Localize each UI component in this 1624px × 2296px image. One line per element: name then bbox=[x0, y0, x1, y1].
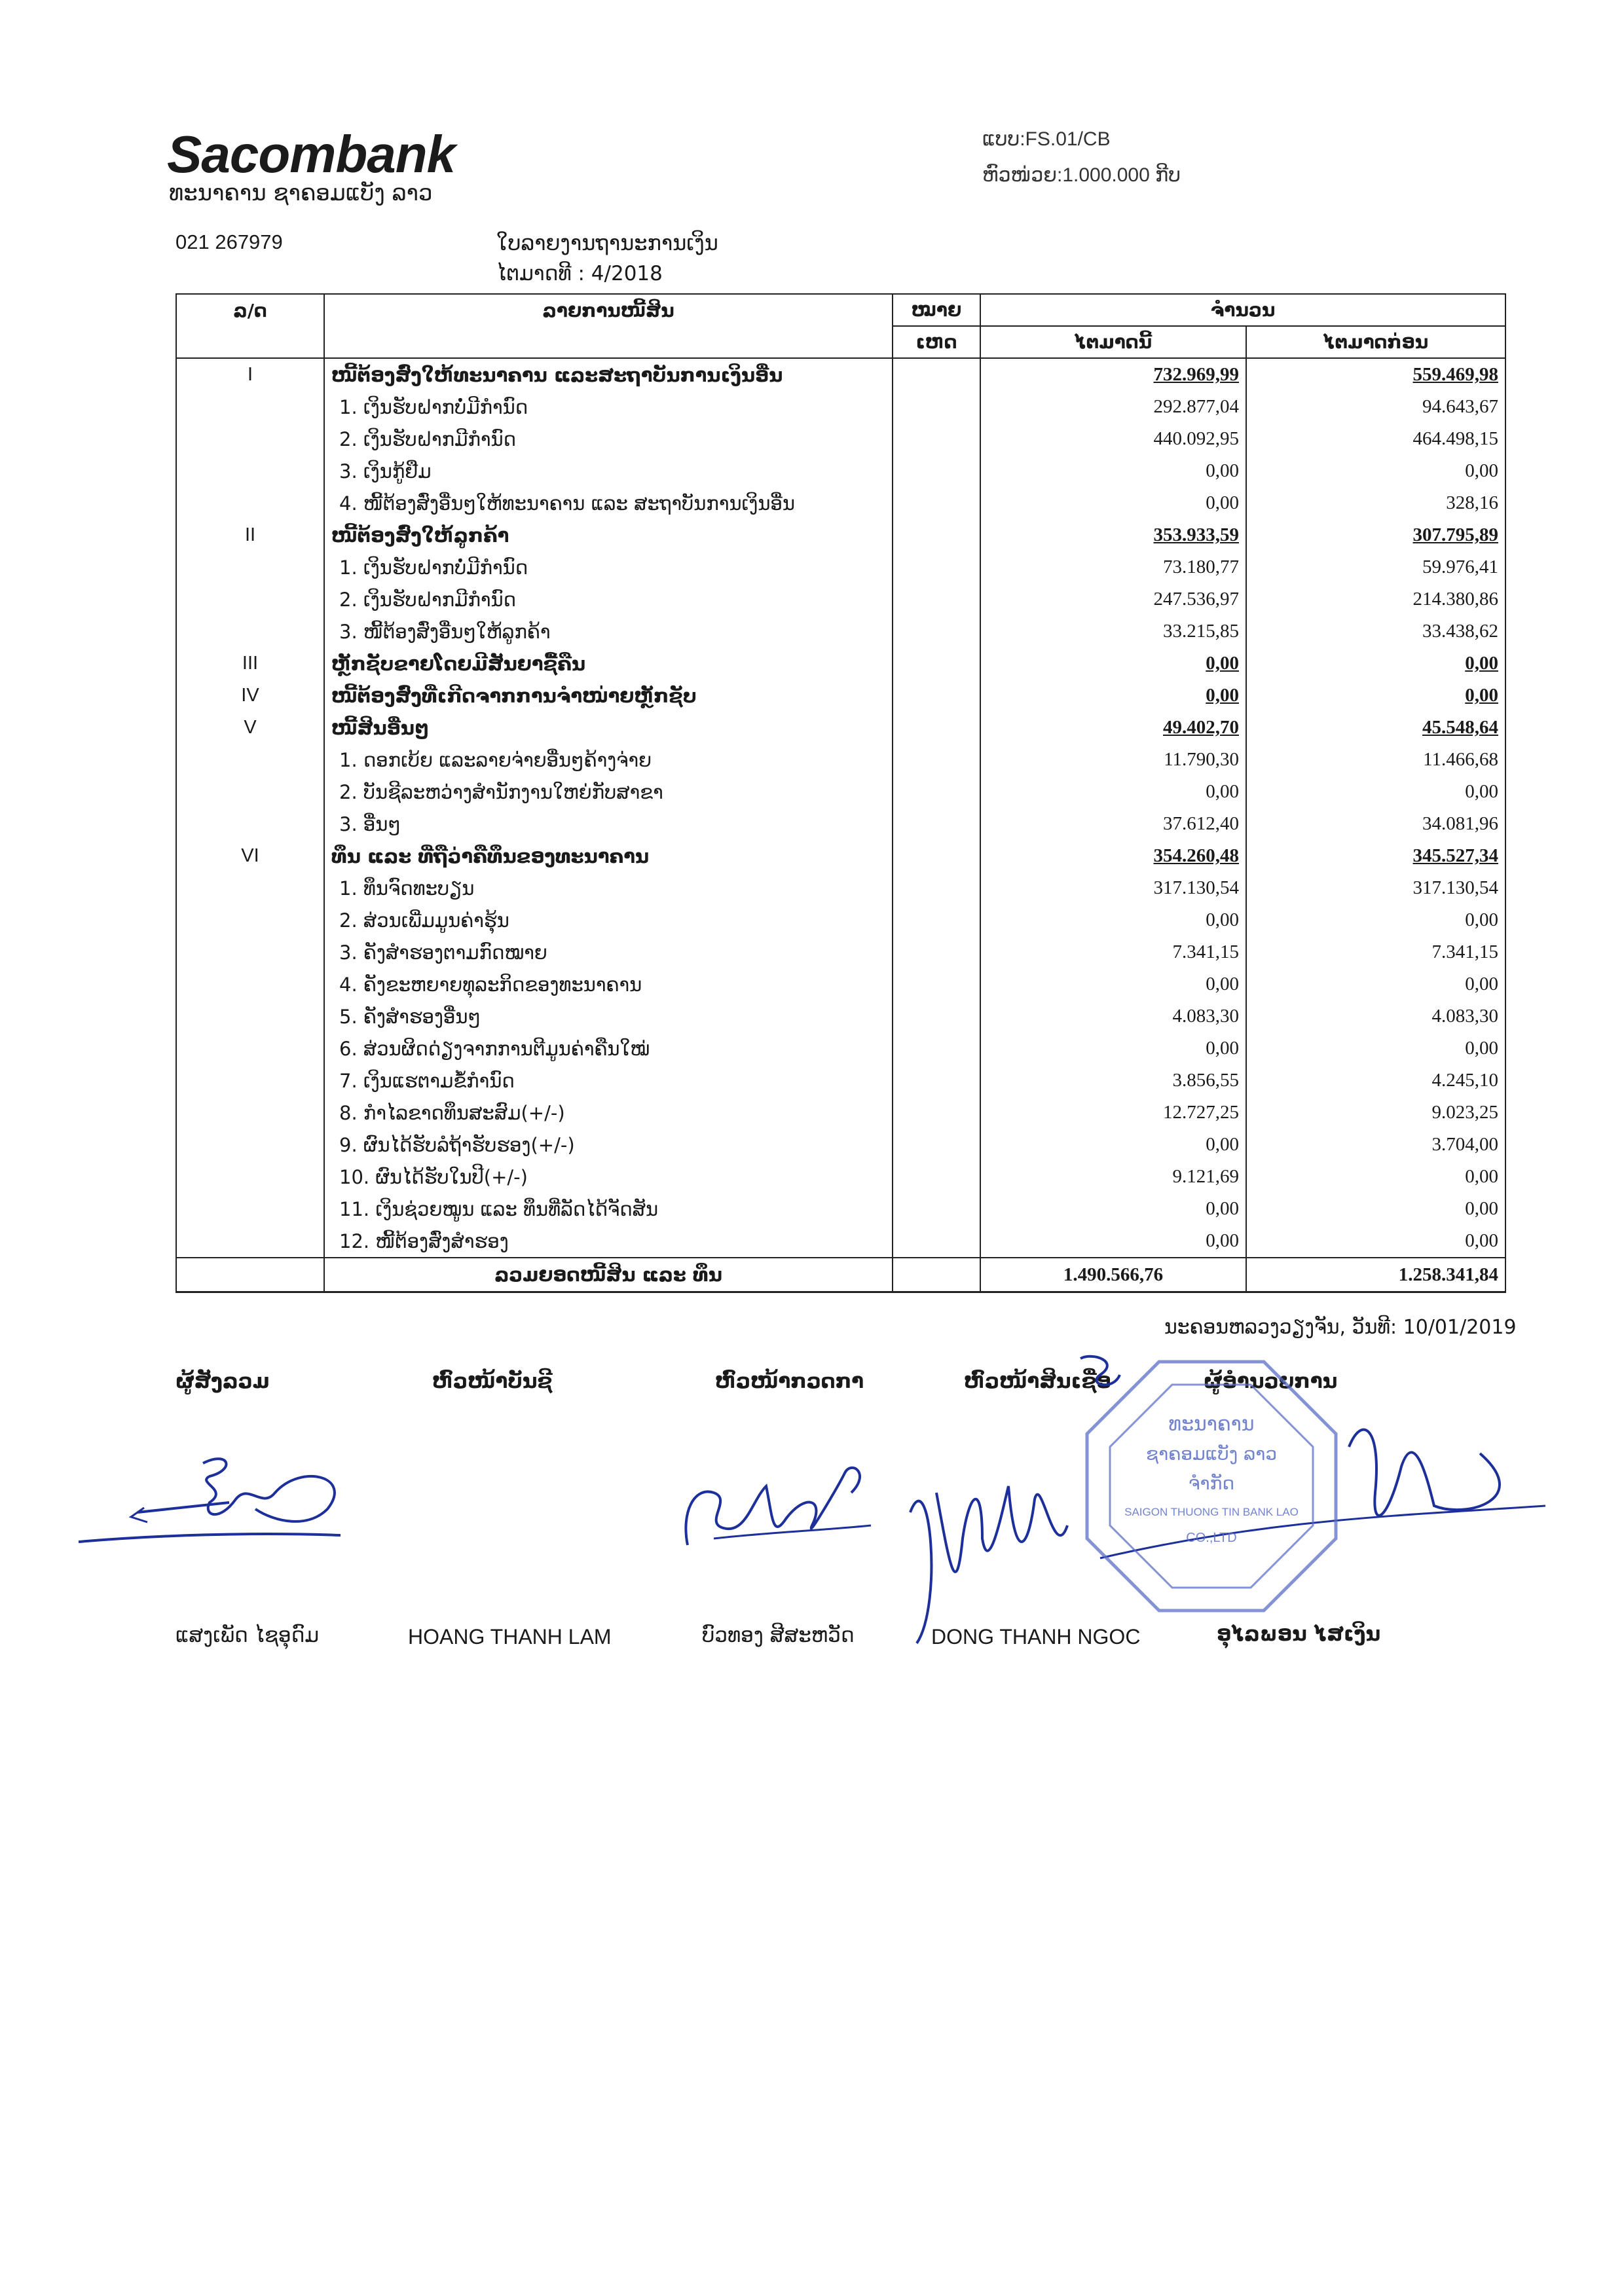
row-code bbox=[176, 551, 324, 583]
row-label: ໜີ້ຕ້ອງສົ່ງໃຫ້ລູກຄ້າ bbox=[324, 519, 893, 551]
row-code bbox=[176, 1000, 324, 1032]
row-note bbox=[893, 551, 980, 583]
row-label: ໜີ້ຕ້ອງສົ່ງໃຫ້ທະນາຄານ ແລະສະຖາບັນການເງິນອື່ນ bbox=[324, 358, 893, 391]
balance-sheet-table bbox=[175, 293, 1506, 1293]
total-row bbox=[176, 1258, 1505, 1292]
bank-logo-subtitle: ທະນາຄານ ຊາຄອມແບັງ ລາວ bbox=[169, 180, 433, 206]
role-compiler: ຜູ້ສັງລວມ bbox=[175, 1370, 270, 1393]
row-note bbox=[893, 808, 980, 840]
row-note bbox=[893, 519, 980, 551]
table-row bbox=[176, 744, 1505, 776]
row-label: 5. ຄັງສຳຮອງອື່ນໆ bbox=[324, 1000, 893, 1032]
row-current: 0,00 bbox=[980, 455, 1246, 487]
row-note bbox=[893, 423, 980, 455]
row-note bbox=[893, 615, 980, 647]
total-label: ລວມຍອດໜີ້ສິນ ແລະ ທຶນ bbox=[324, 1258, 893, 1292]
row-note bbox=[893, 1065, 980, 1097]
name-director: ອຸໄລພອນ ໄສເງິນ bbox=[1217, 1622, 1381, 1646]
stamp-line-4: SAIGON THUONG TIN BANK LAO bbox=[1124, 1506, 1299, 1518]
report-title: ໃບລາຍງານຖານະການເງິນ bbox=[496, 230, 718, 255]
row-previous: 4.245,10 bbox=[1246, 1065, 1505, 1097]
row-label: 1. ດອກເບ້ຍ ແລະລາຍຈ່າຍອື່ນໆຄ້າງຈ່າຍ bbox=[324, 744, 893, 776]
row-previous: 214.380,86 bbox=[1246, 583, 1505, 615]
row-code bbox=[176, 423, 324, 455]
row-label: 12. ໜີ້ຕ້ອງສົ່ງສຳຮອງ bbox=[324, 1225, 893, 1258]
header-item: ລາຍການໜີ້ສິນ bbox=[324, 294, 893, 326]
name-chief-accountant: HOANG THANH LAM bbox=[408, 1625, 612, 1649]
place-date: ນະຄອນຫລວງວຽງຈັນ, ວັນທີ: 10/01/2019 bbox=[1164, 1316, 1517, 1339]
row-code: V bbox=[176, 712, 324, 744]
row-label: 4. ຄັງຂະຫຍາຍທຸລະກິດຂອງທະນາຄານ bbox=[324, 968, 893, 1000]
row-code bbox=[176, 1097, 324, 1129]
stamp-line-3: ຈຳກັດ bbox=[1188, 1472, 1235, 1494]
name-head-inspection: ບົວທອງ ສີສະຫວັດ bbox=[702, 1624, 855, 1647]
header-note-top: ໝາຍ bbox=[893, 294, 980, 326]
row-current: 353.933,59 bbox=[980, 519, 1246, 551]
row-note bbox=[893, 744, 980, 776]
row-current: 37.612,40 bbox=[980, 808, 1246, 840]
header-code: ລ/ດ bbox=[176, 294, 324, 326]
row-note bbox=[893, 391, 980, 423]
row-previous: 0,00 bbox=[1246, 1032, 1505, 1065]
row-code: III bbox=[176, 647, 324, 680]
unit-label: ຫົວໜ່ວຍ:1.000.000 ກີບ bbox=[982, 164, 1181, 186]
row-code: I bbox=[176, 358, 324, 391]
row-note bbox=[893, 358, 980, 391]
row-note bbox=[893, 1097, 980, 1129]
row-code bbox=[176, 455, 324, 487]
stamp-line-5: CO.,LTD bbox=[1186, 1531, 1237, 1545]
row-previous: 0,00 bbox=[1246, 904, 1505, 936]
row-note bbox=[893, 647, 980, 680]
row-code bbox=[176, 1225, 324, 1258]
table-row bbox=[176, 455, 1505, 487]
row-current: 247.536,97 bbox=[980, 583, 1246, 615]
row-code bbox=[176, 904, 324, 936]
section-row bbox=[176, 358, 1505, 391]
row-current: 0,00 bbox=[980, 1129, 1246, 1161]
row-code bbox=[176, 391, 324, 423]
row-note bbox=[893, 1129, 980, 1161]
row-current: 0,00 bbox=[980, 776, 1246, 808]
name-compiler: ແສງເພັດ ໄຊອຸດົມ bbox=[175, 1624, 320, 1647]
row-note bbox=[893, 1225, 980, 1258]
row-previous: 307.795,89 bbox=[1246, 519, 1505, 551]
table-row bbox=[176, 391, 1505, 423]
row-code bbox=[176, 1065, 324, 1097]
section-row bbox=[176, 712, 1505, 744]
row-label: 11. ເງິນຊ່ວຍໝູນ ແລະ ທຶນທີ່ລັດໄດ້ຈັດສັນ bbox=[324, 1193, 893, 1225]
row-label: 9. ຜົນໄດ້ຮັບລໍຖ້າຮັບຮອງ(+/-) bbox=[324, 1129, 893, 1161]
row-previous: 0,00 bbox=[1246, 968, 1505, 1000]
row-label: 3. ຄັງສຳຮອງຕາມກົດໝາຍ bbox=[324, 936, 893, 968]
row-label: 6. ສ່ວນຜິດດ່ຽງຈາກການຕີມູນຄ່າຄືນໃໝ່ bbox=[324, 1032, 893, 1065]
row-label: 3. ອື່ນໆ bbox=[324, 808, 893, 840]
total-note bbox=[893, 1258, 980, 1292]
report-period: ໄຕມາດທີ : 4/2018 bbox=[496, 262, 663, 285]
row-label: 7. ເງິນແຮຕາມຂໍ້ກຳນົດ bbox=[324, 1065, 893, 1097]
signature-inspection bbox=[674, 1447, 891, 1558]
row-note bbox=[893, 1000, 980, 1032]
row-previous: 0,00 bbox=[1246, 455, 1505, 487]
table-row bbox=[176, 1161, 1505, 1193]
row-current: 9.121,69 bbox=[980, 1161, 1246, 1193]
table-row bbox=[176, 487, 1505, 519]
row-current: 0,00 bbox=[980, 1032, 1246, 1065]
row-previous: 4.083,30 bbox=[1246, 1000, 1505, 1032]
row-label: 1. ເງິນຮັບຝາກບໍ່ມີກຳນົດ bbox=[324, 551, 893, 583]
table-row bbox=[176, 776, 1505, 808]
row-previous: 7.341,15 bbox=[1246, 936, 1505, 968]
row-note bbox=[893, 840, 980, 872]
row-current: 732.969,99 bbox=[980, 358, 1246, 391]
row-label: 8. ກຳໄລຂາດທຶນສະສົມ(+/-) bbox=[324, 1097, 893, 1129]
row-current: 49.402,70 bbox=[980, 712, 1246, 744]
table-row bbox=[176, 615, 1505, 647]
row-code: VI bbox=[176, 840, 324, 872]
table-subheader-row bbox=[176, 326, 1505, 358]
row-code: II bbox=[176, 519, 324, 551]
table-row bbox=[176, 583, 1505, 615]
row-code bbox=[176, 968, 324, 1000]
section-row bbox=[176, 647, 1505, 680]
row-label: 1. ເງິນຮັບຝາກບໍ່ມີກຳນົດ bbox=[324, 391, 893, 423]
row-previous: 328,16 bbox=[1246, 487, 1505, 519]
table-row bbox=[176, 1032, 1505, 1065]
row-previous: 0,00 bbox=[1246, 647, 1505, 680]
row-label: 3. ເງິນກູ້ຢືມ bbox=[324, 455, 893, 487]
row-code bbox=[176, 1129, 324, 1161]
table-row bbox=[176, 1193, 1505, 1225]
row-previous: 9.023,25 bbox=[1246, 1097, 1505, 1129]
row-label: ທຶນ ແລະ ທີ່ຖືວ່າຄືທຶນຂອງທະນາຄານ bbox=[324, 840, 893, 872]
table-row bbox=[176, 1097, 1505, 1129]
row-current: 354.260,48 bbox=[980, 840, 1246, 872]
row-note bbox=[893, 455, 980, 487]
row-current: 0,00 bbox=[980, 680, 1246, 712]
row-code bbox=[176, 1193, 324, 1225]
table-header-row bbox=[176, 294, 1505, 326]
row-previous: 11.466,68 bbox=[1246, 744, 1505, 776]
row-note bbox=[893, 1161, 980, 1193]
row-label: 2. ສ່ວນເພີ່ມມູນຄ່າຮຸ້ນ bbox=[324, 904, 893, 936]
table-row bbox=[176, 968, 1505, 1000]
section-row bbox=[176, 680, 1505, 712]
row-previous: 34.081,96 bbox=[1246, 808, 1505, 840]
row-previous: 0,00 bbox=[1246, 1225, 1505, 1258]
row-note bbox=[893, 583, 980, 615]
table-row bbox=[176, 904, 1505, 936]
section-row bbox=[176, 840, 1505, 872]
row-current: 317.130,54 bbox=[980, 872, 1246, 904]
row-code bbox=[176, 487, 324, 519]
row-label: 10. ຜົນໄດ້ຮັບໃນປີ(+/-) bbox=[324, 1161, 893, 1193]
row-note bbox=[893, 936, 980, 968]
stamp-line-2: ຊາຄອມແບັງ ລາວ bbox=[1145, 1443, 1278, 1465]
row-label: ໜີ້ສິນອື່ນໆ bbox=[324, 712, 893, 744]
total-previous: 1.258.341,84 bbox=[1246, 1258, 1505, 1292]
table-row bbox=[176, 1000, 1505, 1032]
row-code bbox=[176, 1161, 324, 1193]
row-note bbox=[893, 904, 980, 936]
row-current: 3.856,55 bbox=[980, 1065, 1246, 1097]
row-previous: 317.130,54 bbox=[1246, 872, 1505, 904]
name-head-credit: DONG THANH NGOC bbox=[931, 1625, 1141, 1649]
header-previous: ໄຕມາດກ່ອນ bbox=[1246, 326, 1505, 358]
row-previous: 3.704,00 bbox=[1246, 1129, 1505, 1161]
role-chief-accountant: ຫົວໜ້າບັນຊີ bbox=[432, 1370, 553, 1393]
row-previous: 0,00 bbox=[1246, 1161, 1505, 1193]
table-row bbox=[176, 1225, 1505, 1258]
signature-compiler bbox=[79, 1437, 354, 1561]
role-director: ຜູ້ອຳນວຍການ bbox=[1204, 1370, 1338, 1393]
row-previous: 464.498,15 bbox=[1246, 423, 1505, 455]
stamp-line-1: ທະນາຄານ bbox=[1168, 1413, 1255, 1436]
row-note bbox=[893, 872, 980, 904]
row-previous: 59.976,41 bbox=[1246, 551, 1505, 583]
row-note bbox=[893, 712, 980, 744]
table-row bbox=[176, 423, 1505, 455]
row-current: 0,00 bbox=[980, 1193, 1246, 1225]
form-code: ແບບ:FS.01/CB bbox=[982, 128, 1111, 150]
row-label: 1. ທຶນຈົດທະບຽນ bbox=[324, 872, 893, 904]
row-code: IV bbox=[176, 680, 324, 712]
row-current: 0,00 bbox=[980, 1225, 1246, 1258]
bank-logo: Sacombank bbox=[167, 125, 456, 183]
row-code bbox=[176, 776, 324, 808]
role-head-credit: ຫົວໜ້າສິນເຊື່ອ bbox=[964, 1370, 1111, 1393]
row-previous: 345.527,34 bbox=[1246, 840, 1505, 872]
row-code bbox=[176, 744, 324, 776]
row-current: 73.180,77 bbox=[980, 551, 1246, 583]
row-label: 3. ໜີ້ຕ້ອງສົ່ງອື່ນໆໃຫ້ລູກຄ້າ bbox=[324, 615, 893, 647]
row-label: 2. ເງິນຮັບຝາກມີກຳນົດ bbox=[324, 583, 893, 615]
table-body bbox=[176, 358, 1505, 1258]
table-row bbox=[176, 1065, 1505, 1097]
row-previous: 0,00 bbox=[1246, 776, 1505, 808]
row-label: 4. ໜີ້ຕ້ອງສົ່ງອື່ນໆໃຫ້ທະນາຄານ ແລະ ສະຖາບັນການເງິນອື່ນ bbox=[324, 487, 893, 519]
header-item-blank bbox=[324, 326, 893, 358]
row-current: 440.092,95 bbox=[980, 423, 1246, 455]
row-label: ຫຼັກຊັບຂາຍໂດຍມີສັນຍາຊື້ຄືນ bbox=[324, 647, 893, 680]
company-stamp bbox=[1080, 1355, 1342, 1617]
row-label: 2. ບັນຊີລະຫວ່າງສຳນັກງານໃຫຍ່ກັບສາຂາ bbox=[324, 776, 893, 808]
table-row bbox=[176, 936, 1505, 968]
row-current: 0,00 bbox=[980, 968, 1246, 1000]
row-current: 7.341,15 bbox=[980, 936, 1246, 968]
row-previous: 0,00 bbox=[1246, 680, 1505, 712]
total-current: 1.490.566,76 bbox=[980, 1258, 1246, 1292]
row-current: 292.877,04 bbox=[980, 391, 1246, 423]
row-previous: 94.643,67 bbox=[1246, 391, 1505, 423]
row-previous: 45.548,64 bbox=[1246, 712, 1505, 744]
row-code bbox=[176, 872, 324, 904]
row-code bbox=[176, 1032, 324, 1065]
row-note bbox=[893, 680, 980, 712]
row-note bbox=[893, 776, 980, 808]
row-note bbox=[893, 1193, 980, 1225]
row-note bbox=[893, 968, 980, 1000]
row-note bbox=[893, 487, 980, 519]
row-code bbox=[176, 936, 324, 968]
row-note bbox=[893, 1032, 980, 1065]
section-row bbox=[176, 519, 1505, 551]
table-row bbox=[176, 1129, 1505, 1161]
row-label: 2. ເງິນຮັບຝາກມີກຳນົດ bbox=[324, 423, 893, 455]
row-code bbox=[176, 615, 324, 647]
row-current: 11.790,30 bbox=[980, 744, 1246, 776]
row-current: 33.215,85 bbox=[980, 615, 1246, 647]
row-current: 0,00 bbox=[980, 647, 1246, 680]
total-code bbox=[176, 1258, 324, 1292]
phone-number: 021 267979 bbox=[175, 230, 283, 253]
row-code bbox=[176, 583, 324, 615]
row-previous: 559.469,98 bbox=[1246, 358, 1505, 391]
table-row bbox=[176, 808, 1505, 840]
row-current: 12.727,25 bbox=[980, 1097, 1246, 1129]
row-current: 0,00 bbox=[980, 487, 1246, 519]
role-head-inspection: ຫົວໜ້າກວດກາ bbox=[715, 1370, 864, 1393]
row-code bbox=[176, 808, 324, 840]
table-row bbox=[176, 872, 1505, 904]
header-amount: ຈຳນວນ bbox=[980, 294, 1505, 326]
row-label: ໜີ້ຕ້ອງສົ່ງທີ່ເກີດຈາກການຈຳໜ່າຍຫຼັກຊັບ bbox=[324, 680, 893, 712]
row-current: 4.083,30 bbox=[980, 1000, 1246, 1032]
row-previous: 33.438,62 bbox=[1246, 615, 1505, 647]
header-note-bottom: ເຫດ bbox=[893, 326, 980, 358]
table-row bbox=[176, 551, 1505, 583]
header-code-blank bbox=[176, 326, 324, 358]
header-current: ໄຕມາດນີ້ bbox=[980, 326, 1246, 358]
row-current: 0,00 bbox=[980, 904, 1246, 936]
row-previous: 0,00 bbox=[1246, 1193, 1505, 1225]
